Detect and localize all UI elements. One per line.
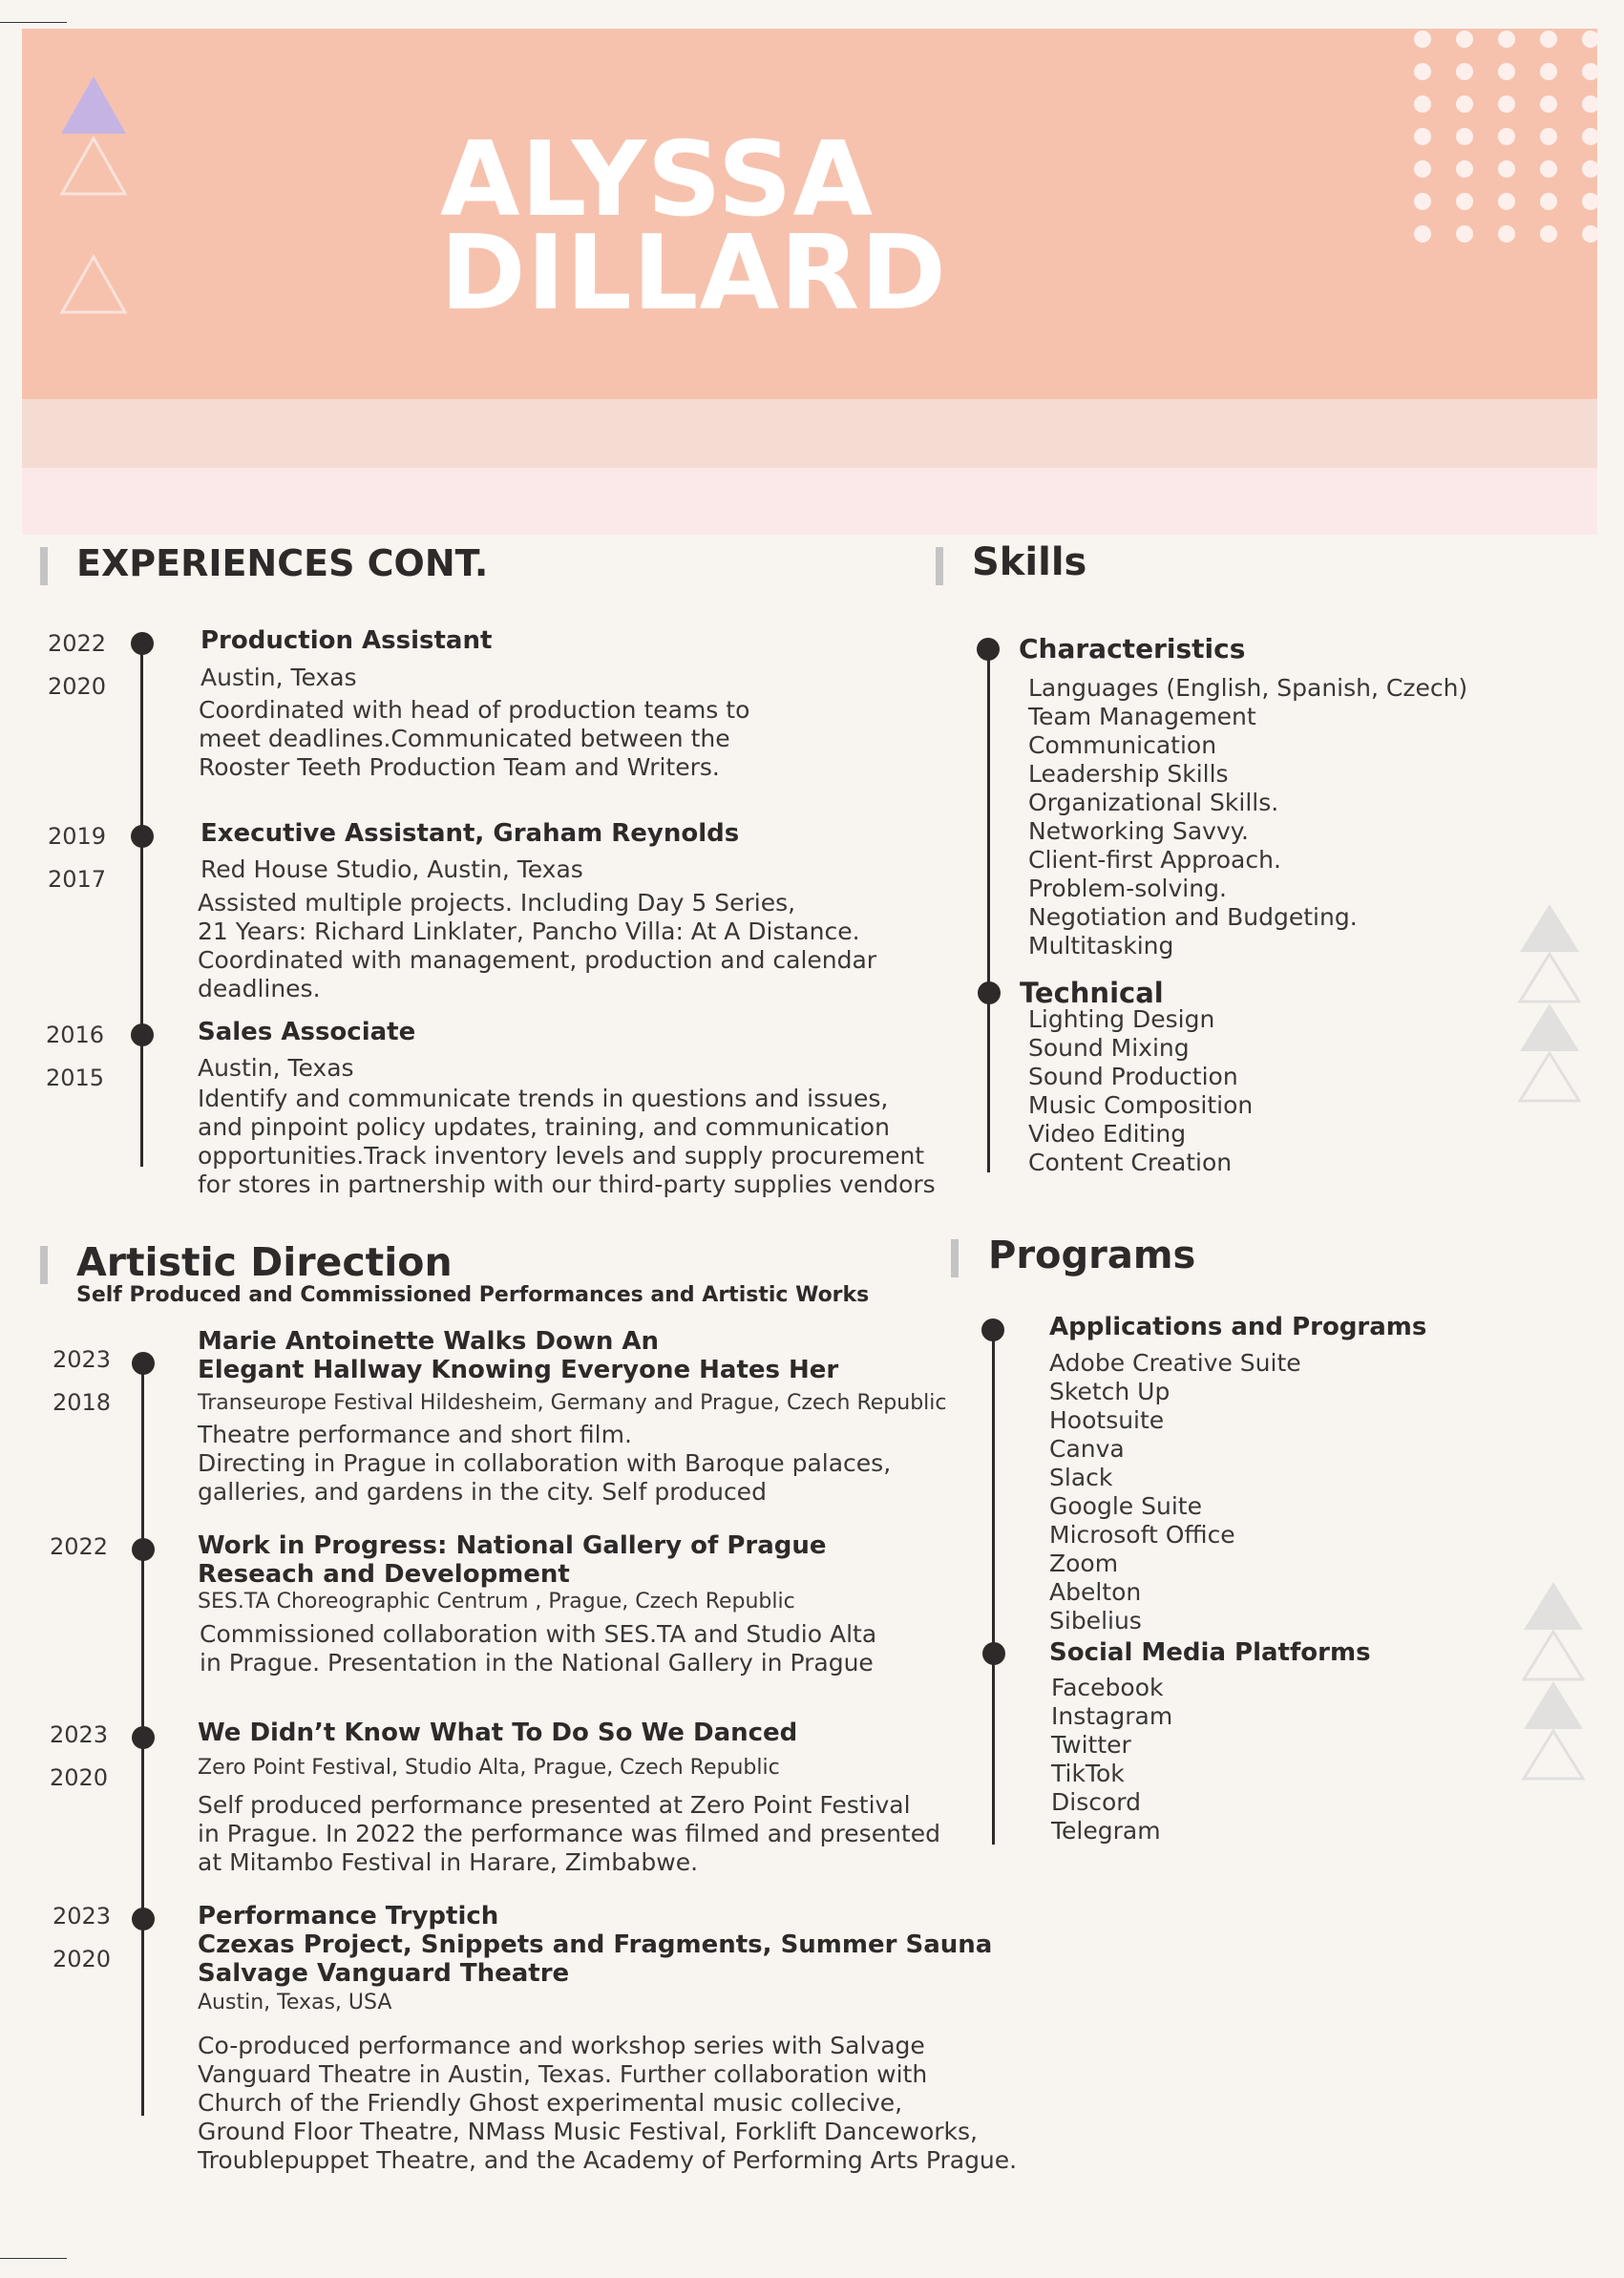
list-item: Team Management xyxy=(1028,703,1256,730)
work-description: Self produced performance presented at Zero Point Festival in Prague. In 2022 the performance was filmed and presented at Mitambo Festival in Harare, Zimbabwe. xyxy=(198,1791,940,1876)
artistic-title: Artistic Direction xyxy=(76,1239,453,1285)
header-band xyxy=(22,399,1597,468)
work-description: Theatre performance and short film. Directing in Prague in collaboration with Baroque palaces, galleries, and gardens in the city. Self produced xyxy=(198,1421,892,1506)
pattern-dot xyxy=(1456,160,1473,178)
work-title: Work in Progress: National Gallery of Prague Reseach and Development xyxy=(198,1531,827,1589)
social-title: Social Media Platforms xyxy=(1049,1638,1371,1667)
list-item: Languages (English, Spanish, Czech) xyxy=(1028,674,1468,702)
timeline-dot xyxy=(977,638,1000,661)
list-item: Communication xyxy=(1028,731,1217,759)
work-venue: Transeurope Festival Hildesheim, Germany and Prague, Czech Republic xyxy=(198,1391,947,1415)
list-item: Sibelius xyxy=(1049,1607,1142,1635)
work-venue: Zero Point Festival, Studio Alta, Prague, Czech Republic xyxy=(198,1756,780,1780)
outline-triangle-icon xyxy=(59,136,128,197)
outline-triangle-icon xyxy=(59,254,128,315)
list-item: Hootsuite xyxy=(1049,1406,1165,1434)
pattern-dot xyxy=(1540,63,1557,80)
list-item: Google Suite xyxy=(1049,1492,1202,1520)
pattern-dot xyxy=(1456,31,1473,48)
list-item: Multitasking xyxy=(1028,932,1174,960)
list-item: Video Editing xyxy=(1028,1120,1187,1148)
characteristics-title: Characteristics xyxy=(1019,633,1246,664)
year-start: 2018 xyxy=(53,1389,112,1416)
pattern-dot xyxy=(1414,128,1431,145)
list-item: Twitter xyxy=(1051,1731,1131,1759)
list-item: Networking Savvy. xyxy=(1028,817,1249,845)
year-end: 2019 xyxy=(48,823,107,850)
pattern-dot xyxy=(1582,31,1599,48)
experiences-title: EXPERIENCES CONT. xyxy=(76,542,489,584)
work-title: Marie Antoinette Walks Down An Elegant Hallway Knowing Everyone Hates Her xyxy=(198,1327,839,1384)
list-item: Sound Production xyxy=(1028,1063,1238,1090)
programs-title: Programs xyxy=(988,1234,1196,1277)
artistic-subtitle: Self Produced and Commissioned Performances and Artistic Works xyxy=(76,1283,870,1307)
pattern-dot xyxy=(1540,225,1557,243)
pattern-dot xyxy=(1498,225,1515,243)
job-location: Austin, Texas xyxy=(198,1054,354,1082)
timeline-dot xyxy=(978,981,1001,1004)
work-venue: SES.TA Choreographic Centrum , Prague, Czech Republic xyxy=(198,1590,795,1614)
pattern-dot xyxy=(1414,31,1431,48)
year-end: 2016 xyxy=(46,1022,105,1048)
pattern-dot xyxy=(1582,160,1599,178)
section-marker xyxy=(40,547,48,585)
timeline-dot xyxy=(132,1538,155,1561)
crop-mark-bottom xyxy=(0,2258,67,2259)
list-item: Discord xyxy=(1051,1788,1141,1816)
work-description: Co-produced performance and workshop series with Salvage Vanguard Theatre in Austin, Texas. Further collaboration with Church of the Friendly Ghost experimental music collecive, Ground Floor Theatre, NMass Music Festival, Forklift Danceworks, Troublepuppet Theatre, and the Academy of Performing Arts Prague. xyxy=(198,2032,1018,2174)
list-item: Lighting Design xyxy=(1028,1005,1215,1033)
year-end: 2023 xyxy=(50,1721,109,1748)
list-item: TikTok xyxy=(1051,1760,1125,1787)
list-item: Organizational Skills. xyxy=(1028,789,1279,816)
characteristics-list xyxy=(1028,674,1467,960)
list-item: Instagram xyxy=(1051,1702,1173,1730)
list-item: Canva xyxy=(1049,1435,1125,1463)
year-end: 2022 xyxy=(50,1533,109,1560)
job-location: Austin, Texas xyxy=(200,664,357,691)
list-item: Facebook xyxy=(1051,1674,1164,1701)
year-end: 2023 xyxy=(53,1903,112,1930)
timeline-dot xyxy=(981,1318,1004,1341)
job-title: Executive Assistant, Graham Reynolds xyxy=(200,819,740,848)
list-item: Sketch Up xyxy=(1049,1378,1171,1405)
last-name: DILLARD xyxy=(440,214,947,333)
timeline-dot xyxy=(132,1352,155,1375)
crop-mark-top xyxy=(0,22,67,23)
technical-list xyxy=(1028,1005,1253,1177)
year-start: 2020 xyxy=(53,1946,112,1972)
list-item: Problem-solving. xyxy=(1028,875,1227,902)
decorative-triangles-icon xyxy=(1522,1580,1585,1790)
job-location: Red House Studio, Austin, Texas xyxy=(200,855,583,883)
timeline-dot xyxy=(131,1023,154,1046)
job-description: Coordinated with head of production teams to meet deadlines.Communicated between the Rooster Teeth Production Team and Writers. xyxy=(199,696,750,781)
year-start: 2015 xyxy=(46,1065,105,1091)
work-title: We Didn’t Know What To Do So We Danced xyxy=(198,1719,798,1747)
pattern-dot xyxy=(1414,63,1431,80)
pattern-dot xyxy=(1540,160,1557,178)
timeline-dot xyxy=(131,825,154,848)
pattern-dot xyxy=(1540,193,1557,210)
pattern-dot xyxy=(1456,193,1473,210)
pattern-dot xyxy=(1456,63,1473,80)
apps-list xyxy=(1049,1349,1301,1635)
list-item: Microsoft Office xyxy=(1049,1521,1235,1549)
year-end: 2022 xyxy=(48,630,107,657)
pattern-dot xyxy=(1540,128,1557,145)
technical-title: Technical xyxy=(1020,977,1164,1009)
pattern-dot xyxy=(1414,95,1431,113)
pattern-dot xyxy=(1582,128,1599,145)
pattern-dot xyxy=(1582,225,1599,243)
list-item: Abelton xyxy=(1049,1578,1142,1606)
job-title: Sales Associate xyxy=(198,1018,416,1046)
list-item: Telegram xyxy=(1051,1817,1161,1845)
pattern-dot xyxy=(1582,193,1599,210)
list-item: Content Creation xyxy=(1028,1149,1233,1176)
job-title: Production Assistant xyxy=(200,626,493,655)
pattern-dot xyxy=(1414,225,1431,243)
pattern-dot xyxy=(1456,95,1473,113)
experiences-timeline xyxy=(140,642,143,1167)
year-start: 2020 xyxy=(48,673,107,700)
pattern-dot xyxy=(1498,31,1515,48)
list-item: Negotiation and Budgeting. xyxy=(1028,903,1358,931)
skills-title: Skills xyxy=(972,540,1087,584)
person-name xyxy=(440,120,947,333)
list-item: Music Composition xyxy=(1028,1091,1254,1119)
timeline-dot xyxy=(132,1726,155,1749)
purple-triangle-icon xyxy=(59,74,128,136)
first-name: ALYSSA xyxy=(440,120,875,240)
timeline-dot xyxy=(131,632,154,655)
pattern-dot xyxy=(1414,193,1431,210)
pattern-dot xyxy=(1498,63,1515,80)
timeline-dot xyxy=(982,1642,1005,1665)
section-marker xyxy=(951,1239,959,1277)
pattern-dot xyxy=(1456,225,1473,243)
dot-pattern xyxy=(1414,23,1605,300)
section-marker xyxy=(40,1246,48,1284)
list-item: Adobe Creative Suite xyxy=(1049,1349,1301,1377)
list-item: Slack xyxy=(1049,1464,1113,1491)
work-description: Commissioned collaboration with SES.TA and Studio Alta in Prague. Presentation in the National Gallery in Prague xyxy=(200,1620,877,1677)
pattern-dot xyxy=(1498,128,1515,145)
job-description: Identify and communicate trends in questions and issues, and pinpoint policy updates, training, and communication opportunities.Track inventory levels and supply procurement for stores in partnership with our third-party supplies vendors xyxy=(198,1085,936,1198)
list-item: Zoom xyxy=(1049,1550,1119,1577)
pattern-dot xyxy=(1540,95,1557,113)
pattern-dot xyxy=(1582,63,1599,80)
pattern-dot xyxy=(1498,160,1515,178)
skills-timeline xyxy=(987,649,990,1172)
header-band-light xyxy=(22,468,1597,535)
list-item: Leadership Skills xyxy=(1028,760,1229,788)
year-end: 2023 xyxy=(53,1346,112,1373)
pattern-dot xyxy=(1456,128,1473,145)
year-start: 2017 xyxy=(48,866,107,893)
section-marker xyxy=(936,547,943,585)
pattern-dot xyxy=(1540,31,1557,48)
apps-title: Applications and Programs xyxy=(1049,1313,1427,1341)
work-venue: Austin, Texas, USA xyxy=(198,1991,392,2014)
pattern-dot xyxy=(1414,160,1431,178)
pattern-dot xyxy=(1498,193,1515,210)
decorative-triangles-icon xyxy=(1518,902,1581,1112)
pattern-dot xyxy=(1582,95,1599,113)
job-description: Assisted multiple projects. Including Day 5 Series, 21 Years: Richard Linklater, Pancho Villa: At A Distance. Coordinated with management, production and calendar deadlines. xyxy=(198,889,877,1002)
timeline-dot xyxy=(132,1908,155,1930)
year-start: 2020 xyxy=(50,1764,109,1791)
list-item: Client-first Approach. xyxy=(1028,846,1281,874)
programs-timeline xyxy=(992,1329,995,1845)
social-list xyxy=(1051,1674,1172,1846)
work-title: Performance Tryptich Czexas Project, Snippets and Fragments, Summer Sauna Salvage Vanguard Theatre xyxy=(198,1902,993,1988)
pattern-dot xyxy=(1498,95,1515,113)
list-item: Sound Mixing xyxy=(1028,1034,1190,1062)
